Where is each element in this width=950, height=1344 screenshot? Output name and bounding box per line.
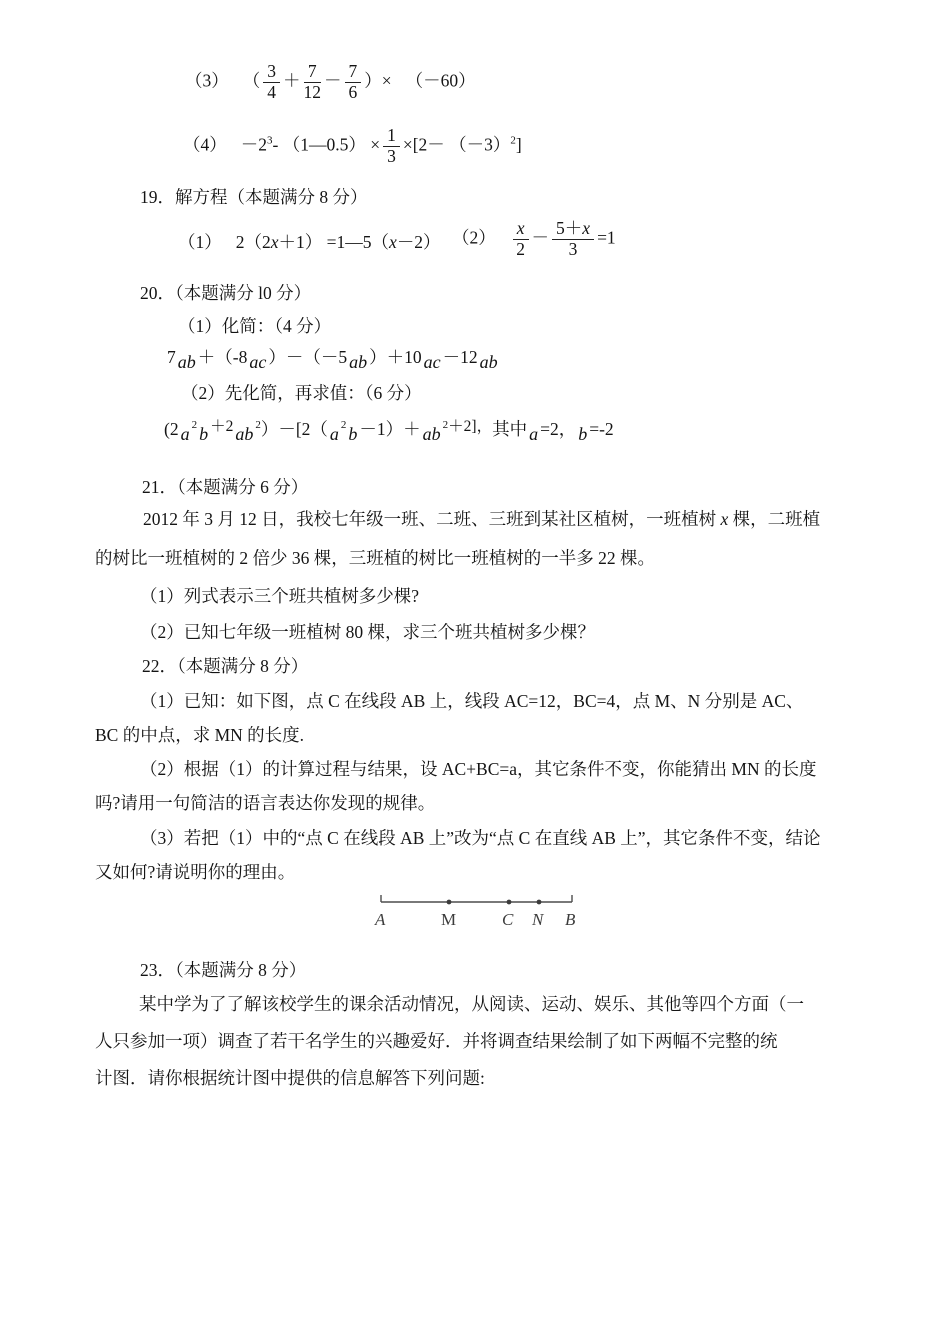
variable: ab <box>349 352 368 372</box>
problem-20-expression-2 <box>164 417 614 446</box>
exponent: 2 <box>442 419 449 431</box>
problem-21-item-1 <box>140 586 419 608</box>
formula-text: 2（2 <box>235 232 271 252</box>
problem-19-equation-1 <box>178 232 441 254</box>
variable: ab <box>479 352 498 372</box>
fraction-numerator: 7 <box>304 63 322 83</box>
formula-text: －12 <box>442 347 478 367</box>
fraction <box>383 127 400 166</box>
heading-text: （1）化简：（4 分） <box>178 316 332 336</box>
exponent: 2 <box>510 134 516 147</box>
problem-22-part-2-line-1 <box>140 759 816 781</box>
problem-20-expression-1 <box>167 347 500 374</box>
formula-text: ＋1） =1—5（ <box>278 232 390 252</box>
problem-20-part-2-heading <box>181 383 422 405</box>
problem-18-item-4-formula <box>183 127 522 166</box>
problem-23-paragraph-line-3 <box>95 1068 485 1090</box>
variable: a <box>180 424 190 444</box>
paragraph-text: （1）已知：如下图，点 C 在线段 AB 上，线段 AC=12，BC=4，点 M、N 分别是 AC、 <box>140 691 804 711</box>
variable: b <box>348 424 358 444</box>
exponent: 3 <box>267 134 273 147</box>
variable: ab <box>177 352 196 372</box>
paragraph-text: 吗?请用一句简洁的语言表达你发现的规律。 <box>95 793 436 813</box>
label-n: N <box>532 910 544 929</box>
point-c-dot <box>507 900 512 905</box>
fraction-denominator: 3 <box>387 145 396 166</box>
problem-23-title <box>140 960 306 982</box>
formula-text: ＋2]， <box>448 418 493 435</box>
formula-text: －1）＋ <box>359 419 421 439</box>
heading-text: （2）先化简，再求值：（6 分） <box>181 383 422 403</box>
formula-text: =-2 <box>589 419 614 439</box>
fraction-denominator: 3 <box>568 238 578 259</box>
fraction <box>263 63 280 102</box>
exponent: 2 <box>255 419 261 431</box>
fraction <box>513 220 529 259</box>
fraction-denominator: 4 <box>267 81 276 102</box>
problem-22-part-2-line-2 <box>95 793 435 815</box>
variable: b <box>199 424 209 444</box>
problem-23-paragraph-line-2 <box>95 1031 778 1053</box>
formula-text: ＋2 <box>210 418 234 435</box>
variable: a <box>529 424 539 444</box>
variable: ab <box>235 424 254 444</box>
paragraph-text: 的树比一班植树的 2 倍少 36 棵，三班植的树比一班植树的一半多 22 棵。 <box>95 548 655 568</box>
variable-x: x <box>582 218 591 238</box>
item-label: （1） <box>178 232 222 252</box>
fraction <box>552 220 594 259</box>
variable-x: x <box>389 232 397 252</box>
formula-text: （－60） <box>405 70 476 91</box>
variable-x: x <box>270 232 279 252</box>
formula-text: =2， <box>540 419 577 439</box>
formula-text: =1 <box>597 227 616 248</box>
fraction-numerator: x <box>513 220 529 240</box>
item-label: （4） <box>183 134 227 155</box>
formula-text: － <box>324 70 342 91</box>
item-text: （2）已知七年级一班植树 80 棵，求三个班共植树多少棵？ <box>140 622 595 642</box>
problem-21-title <box>142 477 308 499</box>
problem-title-text: 20．（本题满分 l0 分） <box>140 283 312 303</box>
variable: a <box>329 424 339 444</box>
problem-23-paragraph-line-1 <box>139 994 804 1016</box>
fraction-numerator: 7 <box>345 63 362 83</box>
paragraph-text: 2012 年 3 月 12 日，我校七年级一班、二班、三班到某社区植树，一班植树 <box>143 509 721 529</box>
item-label: （3） <box>185 70 229 91</box>
problem-22-title <box>142 656 308 678</box>
paragraph-text: 人只参加一项）调查了若干名学生的兴趣爱好．并将调查结果绘制了如下两幅不完整的统 <box>95 1031 778 1051</box>
fraction <box>345 63 362 102</box>
variable-x: x <box>720 509 729 529</box>
paragraph-text: （2）根据（1）的计算过程与结果，设 AC+BC=a，其它条件不变，你能猜出 MN 的长度 <box>140 759 817 779</box>
problem-22-part-1-line-1 <box>140 691 803 713</box>
problem-18-item-3-formula <box>185 63 476 102</box>
label-a: A <box>375 910 386 929</box>
problem-title-text: 19．解方程（本题满分 8 分） <box>140 187 368 207</box>
variable: ac <box>249 352 267 372</box>
formula-text: ＋ <box>283 70 301 91</box>
formula-text: （ <box>242 70 261 91</box>
formula-text: 7 <box>167 347 176 367</box>
fraction-denominator: 12 <box>303 81 321 102</box>
fraction-denominator: 6 <box>348 81 358 102</box>
formula-text: ）－[2（ <box>260 419 328 439</box>
formula-text: ＋（-8 <box>197 347 248 367</box>
paragraph-text: 棵，二班植 <box>728 509 821 529</box>
problem-19-title <box>140 187 368 209</box>
fraction <box>304 63 322 102</box>
formula-text: (2 <box>164 419 179 439</box>
label-c: C <box>502 910 514 929</box>
paragraph-text: 又如何?请说明你的理由。 <box>95 862 296 882</box>
problem-title-text: 21．（本题满分 6 分） <box>142 477 309 497</box>
formula-text: －2） <box>396 232 441 252</box>
segment-diagram <box>372 886 587 932</box>
exponent: 2 <box>191 419 198 431</box>
formula-text: 其中 <box>492 419 528 439</box>
fraction-numerator: 1 <box>383 127 400 147</box>
variable: ac <box>423 352 441 372</box>
formula-text: ）× <box>364 70 392 91</box>
formula-text: ] <box>515 134 522 155</box>
problem-20-part-1-heading <box>178 316 331 338</box>
label-m: M <box>441 910 457 929</box>
problem-19-equation-2 <box>452 220 616 259</box>
problem-22-part-3-line-2 <box>95 862 295 884</box>
item-label: （2） <box>452 227 496 248</box>
problem-22-part-1-line-2 <box>95 725 304 747</box>
variable: b <box>578 424 588 444</box>
formula-text: ）－（－5 <box>268 347 348 367</box>
formula-text: 5＋ <box>556 218 583 238</box>
point-m-dot <box>447 900 452 905</box>
paragraph-text: BC 的中点，求 MN 的长度. <box>95 725 305 745</box>
point-n-dot <box>537 900 542 905</box>
problem-title-text: 22．（本题满分 8 分） <box>142 656 309 676</box>
problem-21-paragraph-line-1 <box>143 509 820 531</box>
label-b: B <box>565 910 576 929</box>
formula-text: - （1—0.5） × <box>272 134 381 155</box>
formula-text: ）＋10 <box>369 347 422 367</box>
problem-21-item-2 <box>140 622 595 644</box>
problem-20-title <box>140 283 311 305</box>
problem-21-paragraph-line-2 <box>95 548 655 570</box>
problem-title-text: 23．（本题满分 8 分） <box>140 960 307 980</box>
paragraph-text: （3）若把（1）中的“点 C 在线段 AB 上”改为“点 C 在直线 AB 上”，其它条件不变，结论 <box>140 828 821 848</box>
item-text: （1）列式表示三个班共植树多少棵? <box>140 586 420 606</box>
formula-text: ×[2－ （－3） <box>402 134 511 155</box>
formula-text: －2 <box>240 134 267 155</box>
fraction-numerator: 3 <box>263 63 280 83</box>
variable: ab <box>422 424 441 444</box>
fraction-numerator <box>552 220 594 240</box>
exponent: 2 <box>340 419 347 431</box>
paragraph-text: 某中学为了了解该校学生的课余活动情况，从阅读、运动、娱乐、其他等四个方面（一 <box>139 994 804 1014</box>
problem-22-part-3-line-1 <box>140 828 821 850</box>
fraction-denominator: 2 <box>516 238 526 259</box>
paragraph-text: 计图．请你根据统计图中提供的信息解答下列问题: <box>95 1068 485 1088</box>
formula-text: － <box>531 227 550 248</box>
